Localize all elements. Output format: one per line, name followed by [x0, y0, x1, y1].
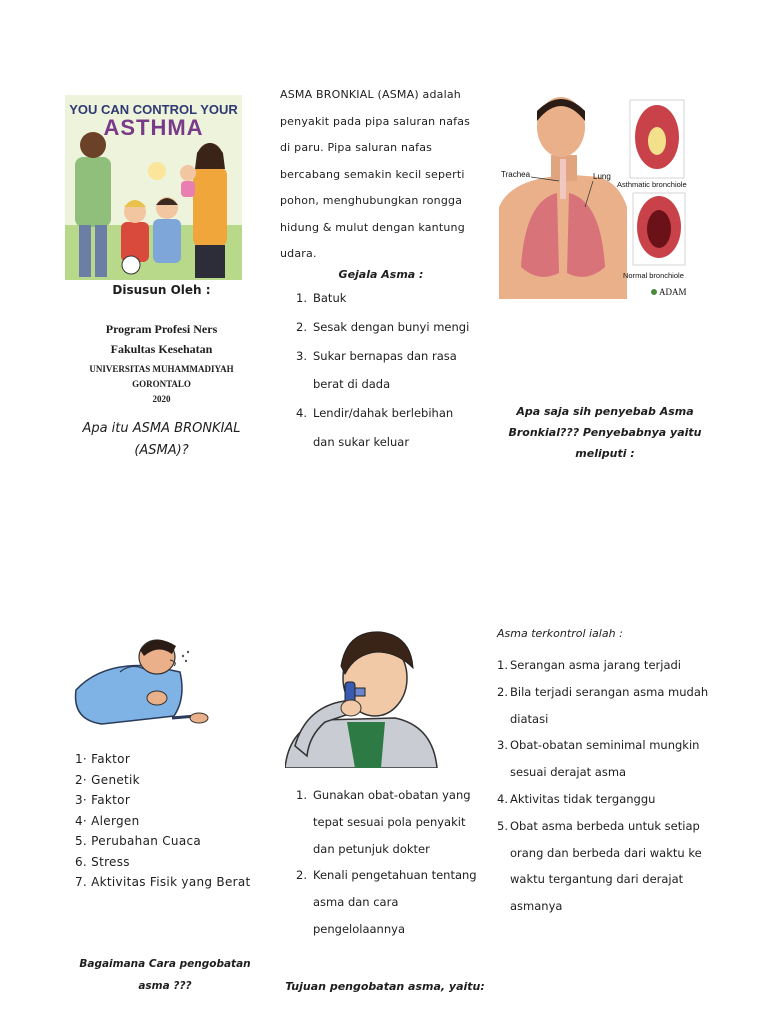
cause-item: 7. Aktivitas Fisik yang Berat [75, 875, 251, 889]
label-trachea: Trachea [501, 170, 531, 179]
list-text: berat di dada [313, 377, 391, 392]
causes-list [75, 749, 265, 893]
question-line1: Apa itu ASMA BRONKIAL [82, 421, 241, 436]
what-is-asthma-heading [65, 418, 258, 462]
cause-item: 3· Faktor [75, 793, 131, 807]
faculty-name: Fakultas Kesehatan [110, 342, 213, 356]
author-label: Disusun Oleh : [112, 283, 211, 297]
question-line: Apa saja sih penyebab Asma [516, 405, 694, 418]
list-item [296, 284, 486, 313]
list-number: 3. [296, 348, 307, 363]
list-text: tepat sesuai pola penyakit [313, 814, 466, 829]
definition-line: pohon, menghubungkan rongga [280, 194, 463, 207]
list-text: Gunakan obat-obatan yang [313, 788, 471, 802]
program-name: Program Profesi Ners [105, 322, 218, 336]
lungs-diagram [499, 97, 699, 299]
controlled-asthma-list [497, 652, 713, 920]
program-block [65, 319, 258, 359]
publication-year: 2020 [152, 394, 171, 404]
list-number: 1. [296, 788, 307, 802]
university-line1: UNIVERSITAS MUHAMMADIYAH [89, 364, 234, 374]
lung-anatomy-illustration [499, 97, 699, 299]
definition-line: bercabang semakin kecil seperti [280, 167, 465, 181]
cause-item: 6. Stress [75, 854, 130, 869]
list-item [497, 652, 713, 679]
list-text: asma dan cara [313, 895, 399, 910]
list-text: pengelolaannya [313, 921, 405, 936]
list-text: Obat-obatan seminimal mungkin [510, 738, 700, 753]
list-text: Lendir/dahak berlebihan [313, 406, 454, 421]
treatment-goal-heading: Tujuan pengobatan asma, yaitu: [285, 980, 485, 993]
list-text: orang dan berbeda dari waktu ke [510, 845, 702, 860]
definition-line: ASMA BRONKIAL (ASMA) adalah [280, 88, 461, 101]
list-text: Sesak dengan bunyi mengi [313, 319, 470, 334]
label-lung: Lung [593, 172, 611, 181]
list-item [497, 786, 713, 813]
question-line2: (ASMA)? [134, 443, 189, 458]
list-number: 4. [296, 406, 307, 421]
list-item [497, 679, 713, 733]
label-normal-bronchiole: Normal bronchiole [623, 271, 684, 280]
symptoms-heading: Gejala Asma : [338, 268, 424, 281]
list-item [296, 862, 486, 942]
list-number: 3. [497, 738, 508, 753]
cover-illustration [65, 95, 242, 280]
controlled-asthma-heading: Asma terkontrol ialah : [497, 627, 623, 640]
symptoms-list [296, 284, 486, 457]
asthma-definition [280, 82, 482, 268]
list-text: Sukar bernapas dan rasa [313, 348, 457, 363]
definition-line: penyakit pada pipa saluran nafas [280, 114, 471, 128]
cause-item: 1· Faktor [75, 752, 131, 766]
list-text: Bila terjadi serangan asma mudah [510, 684, 709, 699]
question-line: Bagaimana Cara pengobatan [79, 958, 251, 970]
list-number: 2. [296, 319, 307, 334]
list-number: 1. [497, 658, 508, 672]
list-item [497, 732, 713, 786]
university-line2: GORONTALO [132, 379, 191, 389]
cover-title-line1: YOU CAN CONTROL YOUR [69, 102, 238, 117]
definition-line: di paru. Pipa saluran nafas [280, 141, 433, 154]
list-item [296, 399, 486, 457]
definition-line: udara. [280, 247, 317, 260]
list-text: Serangan asma jarang terjadi [510, 658, 681, 672]
list-item [296, 342, 486, 400]
list-text: Aktivitas tidak terganggu [510, 791, 656, 806]
boy-inhaler-illustration [285, 626, 440, 768]
university-block [65, 362, 258, 407]
list-item [296, 313, 486, 342]
list-number: 2. [497, 684, 508, 699]
list-text: dan sukar keluar [313, 434, 410, 449]
definition-line: hidung & mulut dengan kantung [280, 220, 465, 234]
coughing-man-illustration [62, 632, 252, 742]
cause-item: 4· Alergen [75, 813, 140, 828]
list-text: dan petunjuk dokter [313, 841, 430, 856]
question-line: Bronkial??? Penyebabnya yaitu [508, 426, 702, 439]
list-text: sesuai derajat asma [510, 765, 627, 780]
list-text: Batuk [313, 291, 347, 305]
list-item [296, 782, 486, 862]
question-line: asma ??? [138, 980, 192, 992]
list-number: 5. [497, 818, 508, 833]
cover-title-brand: ASTHMA [103, 115, 204, 140]
adam-credit: ADAM [659, 287, 687, 297]
coughing-man-drawing [62, 632, 252, 742]
boy-using-inhaler-drawing [285, 626, 440, 768]
cause-item: 2· Genetik [75, 772, 140, 787]
label-asthmatic-bronchiole: Asthmatic bronchiole [617, 180, 687, 189]
list-text: waktu tergantung dari derajat [510, 872, 684, 887]
cause-item: 5. Perubahan Cuaca [75, 834, 202, 848]
list-text: asmanya [510, 899, 563, 914]
list-number: 4. [497, 791, 508, 806]
causes-question [505, 401, 705, 464]
list-number: 2. [296, 868, 307, 883]
list-text: Kenali pengetahuan tentang [313, 868, 477, 883]
list-number: 1. [296, 291, 307, 305]
list-item [497, 813, 713, 920]
treatment-list [296, 782, 486, 943]
list-text: diatasi [510, 711, 549, 726]
question-line: meliputi : [575, 447, 635, 460]
cover-title [65, 101, 242, 140]
list-text: Obat asma berbeda untuk setiap [510, 818, 700, 833]
treatment-question [70, 953, 260, 997]
